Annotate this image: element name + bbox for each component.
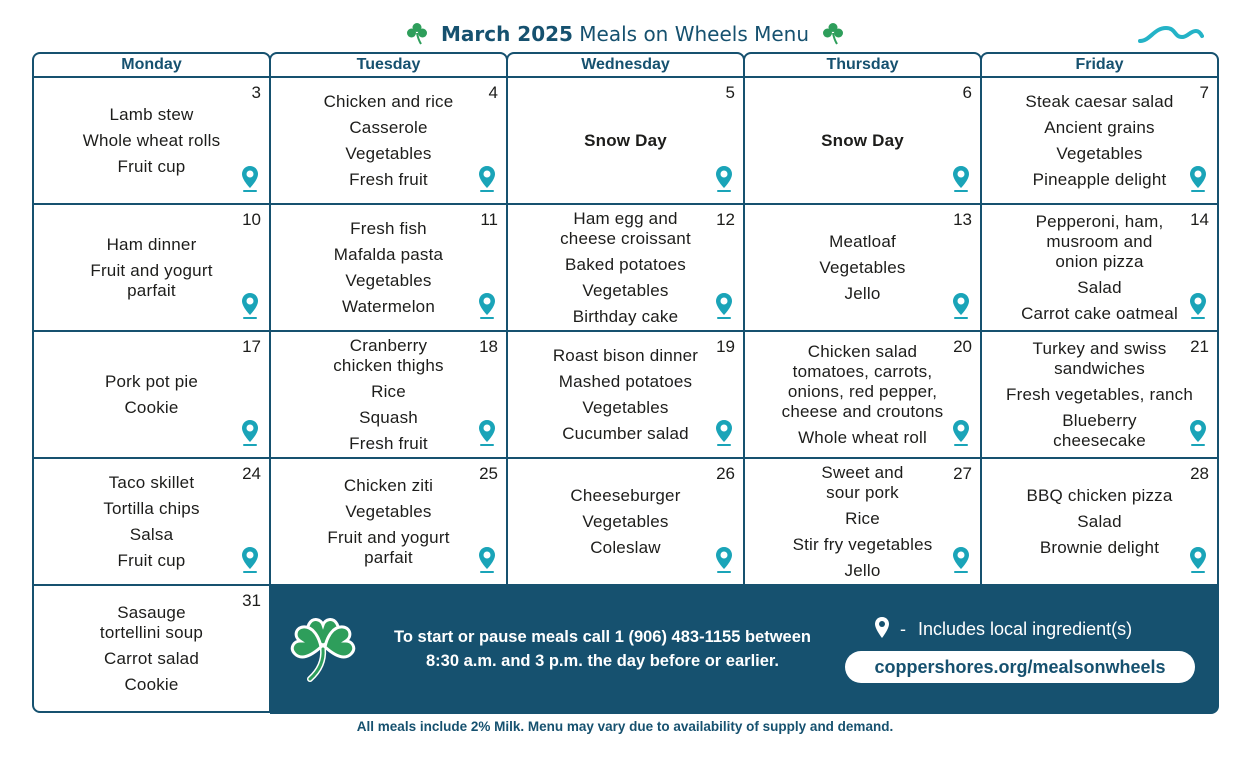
map-pin-icon bbox=[952, 292, 970, 320]
day-number: 31 bbox=[242, 591, 261, 610]
map-pin-icon bbox=[241, 292, 259, 320]
meal-item: Fruit cup bbox=[117, 550, 186, 570]
day-cell bbox=[269, 457, 508, 586]
day-cell bbox=[32, 330, 271, 459]
meal-item: Jello bbox=[844, 560, 881, 580]
local-ingredient-legend bbox=[874, 615, 1132, 643]
day-number: 20 bbox=[953, 337, 972, 356]
meal-item: Whole wheat roll bbox=[798, 427, 927, 447]
meal-item: Sweet and sour pork bbox=[821, 462, 904, 502]
meal-item: BBQ chicken pizza bbox=[1026, 485, 1173, 505]
day-cell bbox=[269, 330, 508, 459]
day-number: 5 bbox=[725, 83, 735, 102]
meal-item: Carrot salad bbox=[104, 648, 199, 668]
wave-logo-icon bbox=[1138, 22, 1204, 48]
meal-item: Cucumber salad bbox=[562, 423, 689, 443]
meal-list bbox=[34, 332, 269, 457]
footer-note: All meals include 2% Milk. Menu may vary due to availability of supply and demand. bbox=[356, 719, 894, 734]
meal-item: Stir fry vegetables bbox=[792, 534, 933, 554]
map-pin-icon bbox=[952, 546, 970, 574]
meal-list bbox=[508, 332, 743, 457]
meal-item: Steak caesar salad bbox=[1025, 91, 1174, 111]
map-pin-icon bbox=[715, 292, 733, 320]
day-cell bbox=[32, 203, 271, 332]
legend-dash: - bbox=[900, 619, 906, 639]
meal-item: Fresh vegetables, ranch bbox=[1006, 384, 1193, 404]
day-number: 12 bbox=[716, 210, 735, 229]
meal-item: Rice bbox=[371, 381, 406, 401]
meal-list bbox=[271, 332, 506, 457]
meal-item: Mafalda pasta bbox=[333, 244, 444, 264]
meal-item: Vegetables bbox=[345, 143, 432, 163]
day-header-friday: Friday bbox=[980, 52, 1219, 76]
day-number: 21 bbox=[1190, 337, 1209, 356]
meal-item: Fresh fruit bbox=[349, 433, 428, 453]
meal-item: Vegetables bbox=[819, 257, 906, 277]
map-pin-icon bbox=[1189, 546, 1207, 574]
meal-list bbox=[982, 78, 1217, 203]
meal-item: Cookie bbox=[124, 397, 179, 417]
meal-item: Pork pot pie bbox=[104, 371, 199, 391]
map-pin-icon bbox=[952, 419, 970, 447]
call-instructions: To start or pause meals call 1 (906) 483-1155 between 8:30 a.m. and 3 p.m. the day before or earlier. bbox=[394, 628, 811, 670]
day-number: 17 bbox=[242, 337, 261, 356]
meal-item: Cheeseburger bbox=[570, 485, 681, 505]
map-pin-icon bbox=[1189, 292, 1207, 320]
meal-item: Ham dinner bbox=[106, 234, 197, 254]
day-number: 4 bbox=[488, 83, 498, 102]
day-header-wednesday: Wednesday bbox=[506, 52, 745, 76]
day-number: 14 bbox=[1190, 210, 1209, 229]
meal-item: Mashed potatoes bbox=[558, 371, 693, 391]
day-number: 13 bbox=[953, 210, 972, 229]
day-cell bbox=[269, 203, 508, 332]
meal-item: Vegetables bbox=[582, 280, 669, 300]
day-number: 19 bbox=[716, 337, 735, 356]
map-pin-icon bbox=[478, 546, 496, 574]
meal-item: Roast bison dinner bbox=[552, 345, 699, 365]
day-cell bbox=[32, 76, 271, 205]
meal-item: Chicken salad tomatoes, carrots, onions, red pepper, cheese and croutons bbox=[781, 341, 944, 421]
day-number: 3 bbox=[251, 83, 261, 102]
meal-item: Chicken ziti bbox=[343, 475, 434, 495]
day-number: 6 bbox=[962, 83, 972, 102]
meal-list bbox=[34, 586, 269, 711]
meal-list bbox=[508, 78, 743, 203]
meal-item: Lamb stew bbox=[109, 104, 194, 124]
meal-item: Pineapple delight bbox=[1032, 169, 1167, 189]
map-pin-icon bbox=[478, 165, 496, 193]
meal-item: Fresh fruit bbox=[349, 169, 428, 189]
map-pin-icon bbox=[874, 616, 890, 640]
meal-item: Ancient grains bbox=[1044, 117, 1155, 137]
meal-list bbox=[745, 205, 980, 330]
map-pin-icon bbox=[1189, 419, 1207, 447]
meal-item: Vegetables bbox=[582, 511, 669, 531]
map-pin-icon bbox=[241, 165, 259, 193]
meal-list bbox=[745, 332, 980, 457]
shamrock-icon bbox=[821, 21, 845, 45]
meal-item: Vegetables bbox=[345, 270, 432, 290]
meal-list bbox=[34, 78, 269, 203]
meal-item: Birthday cake bbox=[572, 306, 679, 326]
day-cell bbox=[506, 203, 745, 332]
map-pin-icon bbox=[478, 292, 496, 320]
day-cell bbox=[269, 76, 508, 205]
day-cell bbox=[32, 584, 271, 713]
map-pin-icon bbox=[1189, 165, 1207, 193]
day-number: 11 bbox=[480, 210, 498, 229]
meal-item: Cookie bbox=[124, 674, 179, 694]
meal-item: Whole wheat rolls bbox=[82, 130, 221, 150]
meal-item: Vegetables bbox=[345, 501, 432, 521]
day-cell bbox=[506, 330, 745, 459]
day-number: 26 bbox=[716, 464, 735, 483]
meal-item: Rice bbox=[845, 508, 880, 528]
meal-item: Watermelon bbox=[341, 296, 435, 316]
meal-item: Baked potatoes bbox=[565, 254, 686, 274]
meal-item: Ham egg and cheese croissant bbox=[560, 208, 691, 248]
day-cell bbox=[32, 457, 271, 586]
title-month: March 2025 bbox=[440, 22, 573, 46]
meal-item: Fruit cup bbox=[117, 156, 186, 176]
meal-item: Pepperoni, ham, musroom and onion pizza bbox=[1035, 211, 1164, 271]
meal-item: Salad bbox=[1077, 511, 1122, 531]
meal-item: Squash bbox=[359, 407, 418, 427]
meal-item: Turkey and swiss sandwiches bbox=[1032, 338, 1167, 378]
meal-list bbox=[271, 459, 506, 584]
meal-item: Vegetables bbox=[582, 397, 669, 417]
day-header-tuesday: Tuesday bbox=[269, 52, 508, 76]
day-number: 28 bbox=[1190, 464, 1209, 483]
legend-text: Includes local ingredient(s) bbox=[918, 619, 1133, 639]
map-pin-icon bbox=[715, 546, 733, 574]
meal-item: Carrot cake oatmeal bbox=[1021, 303, 1178, 323]
meal-item: Taco skillet bbox=[108, 472, 195, 492]
day-cell bbox=[743, 203, 982, 332]
meal-item: Cranberry chicken thighs bbox=[333, 335, 444, 375]
meal-item: Chicken and rice bbox=[323, 91, 454, 111]
meal-item: Sasauge tortellini soup bbox=[99, 602, 204, 642]
day-number: 24 bbox=[242, 464, 261, 483]
page-title bbox=[0, 19, 1250, 49]
meal-item: Vegetables bbox=[1056, 143, 1143, 163]
meal-list bbox=[508, 205, 743, 330]
info-banner bbox=[270, 585, 1219, 714]
shamrock-icon bbox=[286, 611, 360, 685]
meal-item: Jello bbox=[844, 283, 881, 303]
map-pin-icon bbox=[241, 419, 259, 447]
meal-item: Salsa bbox=[129, 524, 174, 544]
day-header-thursday: Thursday bbox=[743, 52, 982, 76]
day-cell bbox=[743, 330, 982, 459]
meal-list bbox=[271, 78, 506, 203]
meal-list bbox=[982, 205, 1217, 330]
shamrock-icon bbox=[405, 21, 429, 45]
meal-item: Tortilla chips bbox=[103, 498, 200, 518]
meal-list bbox=[745, 78, 980, 203]
map-pin-icon bbox=[241, 546, 259, 574]
meal-item: Salad bbox=[1077, 277, 1122, 297]
meal-item: Coleslaw bbox=[590, 537, 661, 557]
day-number: 27 bbox=[953, 464, 972, 483]
meal-item: Meatloaf bbox=[829, 231, 896, 251]
map-pin-icon bbox=[715, 419, 733, 447]
day-cell bbox=[743, 457, 982, 586]
map-pin-icon bbox=[952, 165, 970, 193]
day-number: 25 bbox=[479, 464, 498, 483]
meal-item: Snow Day bbox=[584, 130, 667, 150]
day-header-monday: Monday bbox=[32, 52, 271, 76]
meal-list bbox=[982, 332, 1217, 457]
title-rest: Meals on Wheels Menu bbox=[572, 22, 810, 46]
day-cell bbox=[743, 76, 982, 205]
meal-list bbox=[34, 459, 269, 584]
day-cell bbox=[980, 203, 1219, 332]
meal-item: Casserole bbox=[349, 117, 428, 137]
meal-item: Fruit and yogurt parfait bbox=[90, 260, 213, 300]
day-cell bbox=[980, 457, 1219, 586]
day-number: 18 bbox=[479, 337, 498, 356]
map-pin-icon bbox=[478, 419, 496, 447]
day-cell bbox=[506, 457, 745, 586]
website-link[interactable]: coppershores.org/mealsonwheels bbox=[845, 651, 1195, 683]
meal-list bbox=[982, 459, 1217, 584]
meal-list bbox=[271, 205, 506, 330]
meal-item: Brownie delight bbox=[1039, 537, 1160, 557]
day-number: 7 bbox=[1199, 83, 1209, 102]
meal-list bbox=[34, 205, 269, 330]
map-pin-icon bbox=[715, 165, 733, 193]
meal-item: Fresh fish bbox=[350, 218, 427, 238]
day-cell bbox=[506, 76, 745, 205]
meal-item: Snow Day bbox=[821, 130, 904, 150]
day-number: 10 bbox=[242, 210, 261, 229]
meal-list bbox=[508, 459, 743, 584]
day-cell bbox=[980, 330, 1219, 459]
meal-item: Fruit and yogurt parfait bbox=[327, 527, 450, 567]
meal-item: Blueberry cheesecake bbox=[1053, 410, 1146, 450]
meal-list bbox=[745, 459, 980, 584]
day-cell bbox=[980, 76, 1219, 205]
